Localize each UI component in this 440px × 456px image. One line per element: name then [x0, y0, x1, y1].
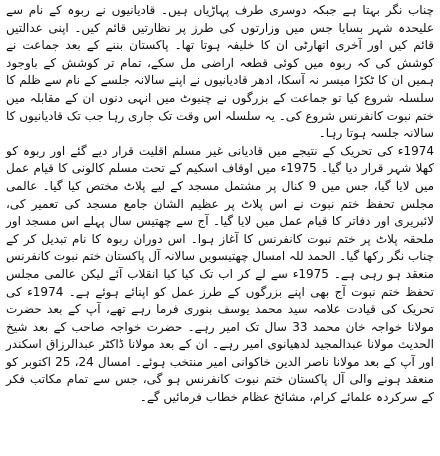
article-paragraph-2: 1974ء کی تحریک کے نتیجے میں قادیانی غیر مسلم اقلیت قرار دیے گئے اور ربوہ کو کھلا شہر قرار دیا گیا۔ 1975ء میں اوقاف اسکیم کے تحت مسلم کالونی کا قیام عمل میں لایا گیا، جس میں 9 کنال پر مشتمل مسجد کے لیے پلاٹ مختص کیا گیا۔ عالمی مجلس تحفظ ختم نبوت نے اس پلاٹ پر عظیم الشان جامع مسجد کی تعمیر کی، لائبریری اور دفاتر کا قیام عمل میں لایا گیا۔ آج سے چھتیس سال پہلے اس مسجد اور ملحقہ پلاٹ پر ختم نبوت کانفرنس کا آغاز ہوا۔ اس دوران ربوہ کا نام تبدیل کر کے چناب نگر رکھا گیا۔ الحمد للہ امسال چھتیسویں سالانہ آل پاکستان ختم نبوت کانفرنس منعقد ہو رہی ہے۔ 1975ء سے لے کر اب تک کیا کیا انقلاب آئے لیکن عالمی مجلس تحفظ ختم نبوت آج بھی اپنے بزرگوں کے طرز عمل کو اپنائے ہوئے ہے۔ 1974ء کی تحریک کی قیادت علامہ سید محمد یوسف بنوری فرما رہے تھے، آپ کے بعد حضرت مولانا خواجہ خان محمد 33 سال تک امیر رہے۔ حضرت خواجہ صاحب کے بعد شیخ الحدیث مولانا عبدالمجید لدھیانوی امیر رہے۔ ان کے بعد مولانا ڈاکٹر عبدالرزاق اسکندر اور آپ کے بعد مولانا ناصر الدین خاکوانی امیر منتخب ہوئے۔ امسال 24، 25 اکتوبر کو منعقد ہونے والی آل پاکستان ختم نبوت کانفرنس ہو گی، جس سے تمام مکاتب فکر کے سرکردہ علمائے کرام، مشائخ عظام خطاب فرمائیں گے۔: [6, 143, 435, 405]
article-paragraph-1: چناب نگر بہتا ہے جبکہ دوسری طرف پہاڑیاں ہیں۔ قادیانیوں نے ربوہ کے نام سے علیحدہ شہر بسایا جس میں وزارتوں کی طرز پر نظارتیں قائم کیں۔ اپنی عدالتیں قائم کیں اور آخری اتھارٹی ان کا خلیفہ ہوتا تھا۔ پاکستان بننے کے بعد جماعت نے کوشش کی کہ ربوہ میں کوئی قطعہ اراضی مل سکے، تمام تر کوشش کے باوجود ہمیں ان کا ٹکڑا میسر نہ آسکا، ادھر قادیانیوں نے اپنے سالانہ جلسے کے نام سے ظلم کا سلسلہ شروع کیا تو جماعت کے بزرگوں نے چنیوٹ میں انہی دنوں ان کے مقابلہ میں ختم نبوت کانفرنس شروع کی۔ یہ سلسلہ اس وقت تک جاری رہا جب تک قادیانیوں کا سالانہ جلسہ ہوتا رہا۔: [6, 3, 434, 141]
